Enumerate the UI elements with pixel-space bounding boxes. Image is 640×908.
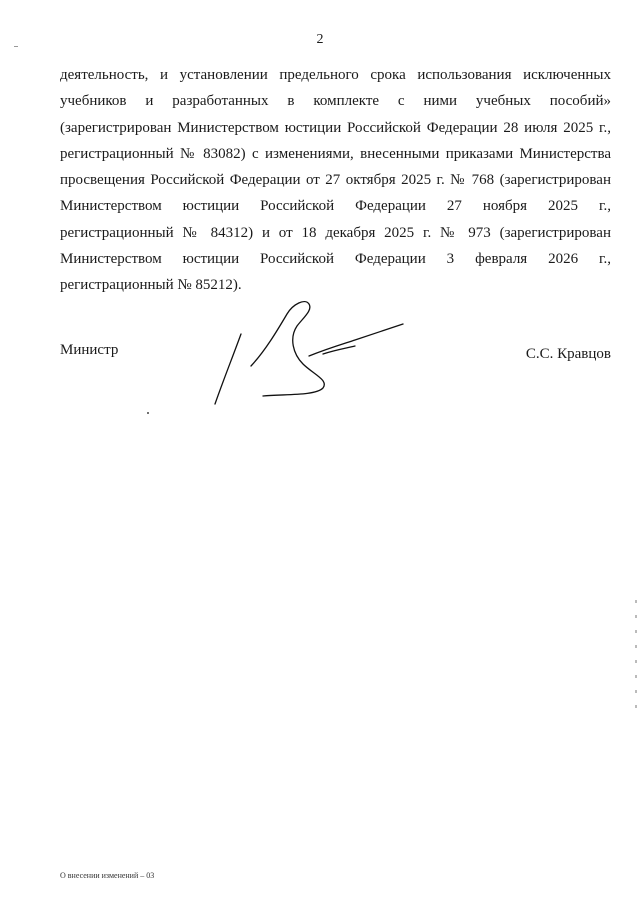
paragraph-line-4: регистрационный № 83082) с изменениями, внесенными приказами Министерства <box>60 145 611 162</box>
page-number: 2 <box>316 32 324 47</box>
paragraph-line-6: Министерством юстиции Российской Федерации 27 ноября 2025 г., <box>60 198 611 215</box>
body-paragraph <box>60 62 611 299</box>
paragraph-line-3: (зарегистрирован Министерством юстиции Российской Федерации 28 июля 2025 г., <box>60 119 611 136</box>
scan-artifact-dot <box>147 412 149 414</box>
paragraph-line-2: учебников и разработанных в комплекте с ними учебных пособий» <box>60 93 611 110</box>
signer-title: Министр <box>60 342 119 358</box>
paragraph-line-1: деятельность, и установлении предельного срока использования исключенных <box>60 67 611 83</box>
footer-note: О внесении изменений – 03 <box>60 871 155 880</box>
paragraph-line-5: просвещения Российской Федерации от 27 октября 2025 г. № 768 (зарегистрирован <box>60 172 611 189</box>
paragraph-line-8: Министерством юстиции Российской Федерации 3 февраля 2026 г., <box>60 251 611 268</box>
paragraph-line-7: регистрационный № 84312) и от 18 декабря 2025 г. № 973 (зарегистрирован <box>60 224 611 241</box>
paragraph-line-9: регистрационный № 85212). <box>60 277 242 294</box>
signer-name: С.С. Кравцов <box>525 346 611 362</box>
scan-edge-marks <box>635 600 637 740</box>
handwritten-signature <box>205 296 410 408</box>
